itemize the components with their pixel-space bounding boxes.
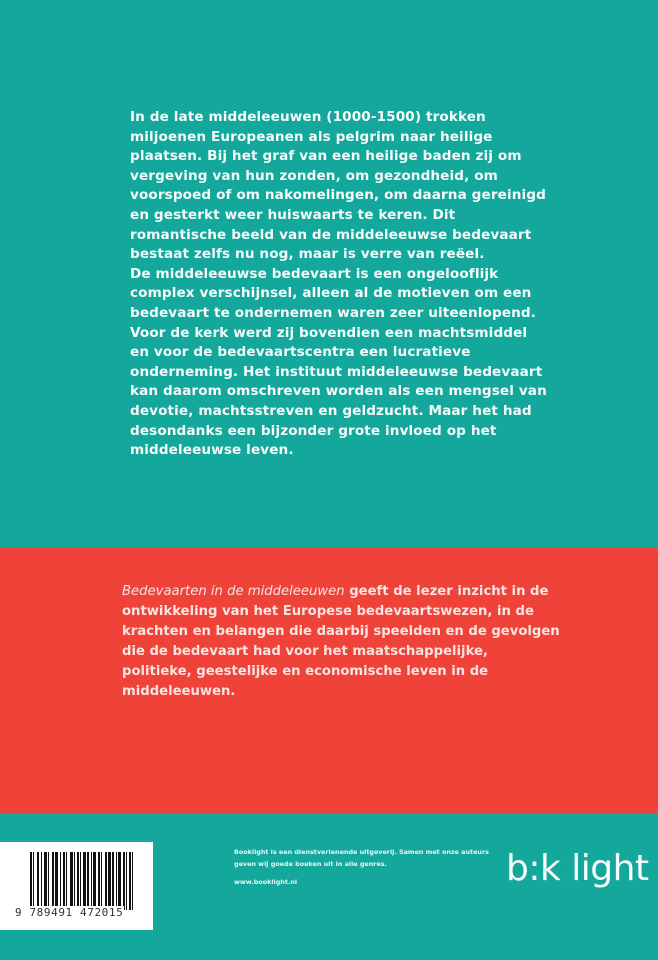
blurb-paragraph-2: De middeleeuwse bedevaart is een ongelooflijk complex verschijnsel, alleen al de motieven om een bedevaart te ondernemen waren zeer uiteenlopend. Voor de kerk werd zij bovendien een machtsmiddel en voor de bedevaartscentra een lucratieve onderneming. Het instituut middeleeuwse bedevaart kan daarom omschreven worden als een mengsel van devotie, machtsstreven en geldzucht. Maar het had desondanks een bijzonder grote invloed op het middeleeuwse leven. — [130, 265, 547, 459]
summary-body: geeft de lezer inzicht in de ontwikkeling van het Europese bedevaartswezen, in de krachten en belangen die daarbij speelden en de gevolgen die de bedevaart had voor het maatschappelijke, politieke, geestelijke en economische leven in de middeleeuwen. — [122, 584, 560, 699]
barcode — [0, 842, 153, 930]
summary-text — [122, 582, 562, 702]
back-cover-blurb — [130, 108, 550, 461]
book-title: Bedevaarten in de middeleeuwen — [122, 584, 345, 599]
barcode-bars — [30, 852, 142, 910]
publisher-url[interactable]: www.booklight.nl — [234, 878, 298, 886]
publisher-logo: b:k light — [506, 848, 649, 889]
publisher-description: Booklight is een dienstverlenende uitgeverij. Samen met onze auteurs geven wij goede boeken uit in alle genres. — [234, 848, 489, 868]
blurb-paragraph-1: In de late middeleeuwen (1000-1500) trokken miljoenen Europeanen als pelgrim naar heilige plaatsen. Bij het graf van een heilige baden zij om vergeving van hun zonden, om gezondheid, om voorspoed of om nakomelingen, om daarna gereinigd en gesterkt weer huiswaarts te keren. Dit romantische beeld van de middeleeuwse bedevaart bestaat zelfs nu nog, maar is verre van reëel. — [130, 109, 546, 263]
isbn-number: 9 789491 472015 — [15, 906, 124, 919]
publisher-info — [234, 846, 504, 888]
